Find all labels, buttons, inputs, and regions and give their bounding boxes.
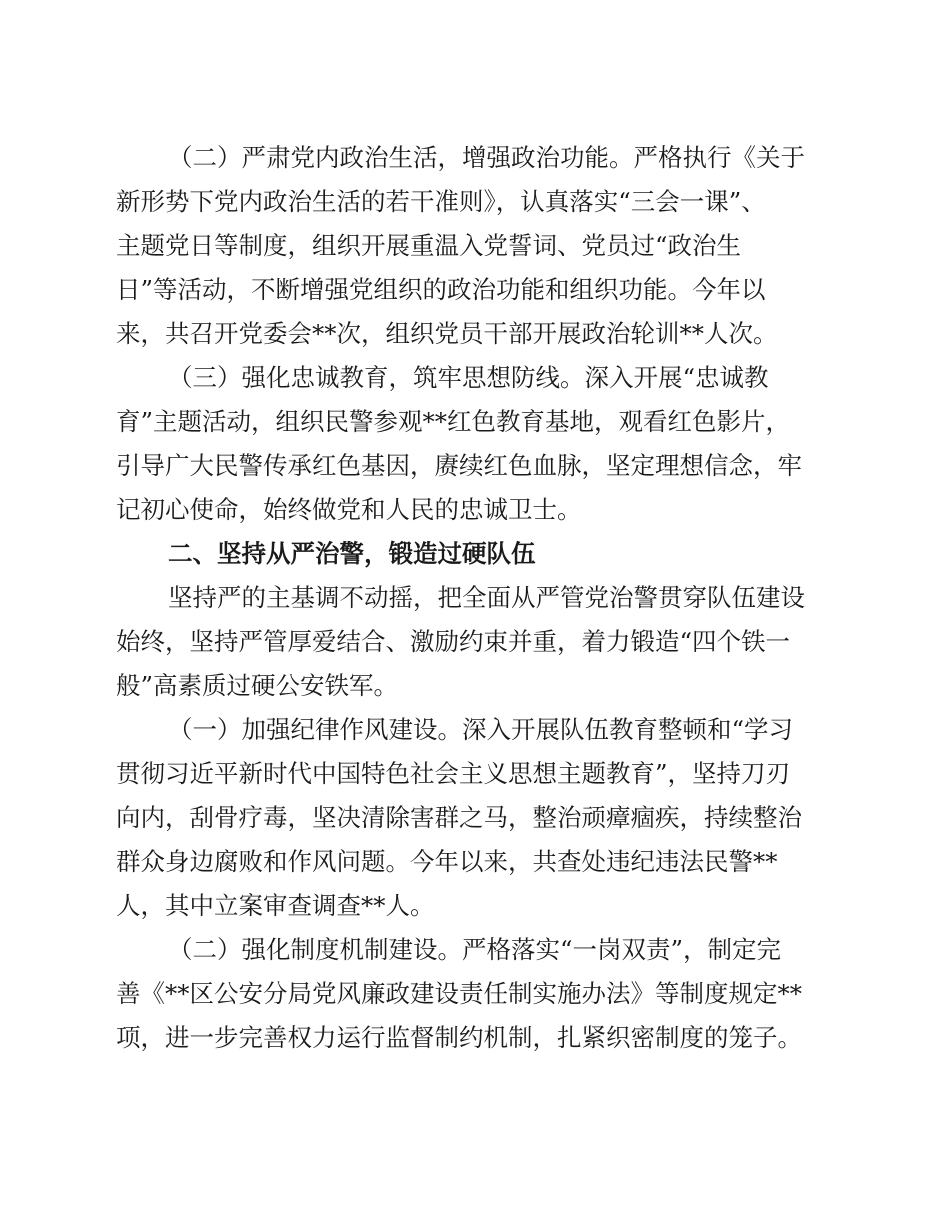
paragraph-line: 育”主题活动，组织民警参观**红色教育基地，观看红色影片， [116,407,791,436]
paragraph-line: （二）严肃党内政治生活，增强政治功能。严格执行《关于 [168,143,805,172]
paragraph-line: （三）强化忠诚教育，筑牢思想防线。深入开展“忠诚教 [168,363,769,392]
paragraph-line: 善《**区公安分局党风廉政建设责任制实施办法》等制度规定** [116,979,802,1008]
paragraph-line: 主题党日等制度，组织开展重温入党誓词、党员过“政治生 [116,231,742,260]
paragraph-line: 引导广大民警传承红色基因，赓续红色血脉，坚定理想信念，牢 [116,451,802,480]
paragraph-line: 贯彻习近平新时代中国特色社会主义思想主题教育”，坚持刀刃 [116,759,791,788]
paragraph-line: 向内，刮骨疗毒，坚决清除害群之马，整治顽瘴痼疾，持续整治 [116,803,802,832]
paragraph-line: 来，共召开党委会**次，组织党员干部开展政治轮训**人次。 [116,319,778,348]
section-heading: 二、坚持从严治警，锻造过硬队伍 [168,539,536,568]
paragraph-line: 始终，坚持严管厚爱结合、激励约束并重，着力锻造“四个铁一 [116,627,791,656]
paragraph-line: 坚持严的主基调不动摇，把全面从严管党治警贯穿队伍建设 [168,583,805,612]
paragraph-line: 般”高素质过硬公安铁军。 [116,671,399,700]
paragraph-line: 日”等活动，不断增强党组织的政治功能和组织功能。今年以 [116,275,766,304]
paragraph-line: 群众身边腐败和作风问题。今年以来，共查处违纪违法民警** [116,847,778,876]
paragraph-line: 项，进一步完善权力运行监督制约机制，扎紧织密制度的笼子。 [116,1023,802,1052]
paragraph-line: 新形势下党内政治生活的若干准则》，认真落实“三会一课”、 [116,187,766,216]
paragraph-line: 人，其中立案审查调查**人。 [116,891,435,920]
paragraph-line: 记初心使命，始终做党和人民的忠诚卫士。 [116,495,582,524]
paragraph-line: （二）强化制度机制建设。严格落实“一岗双责”，制定完 [168,935,782,964]
paragraph-line: （一）加强纪律作风建设。深入开展队伍教育整顿和“学习 [168,715,794,744]
